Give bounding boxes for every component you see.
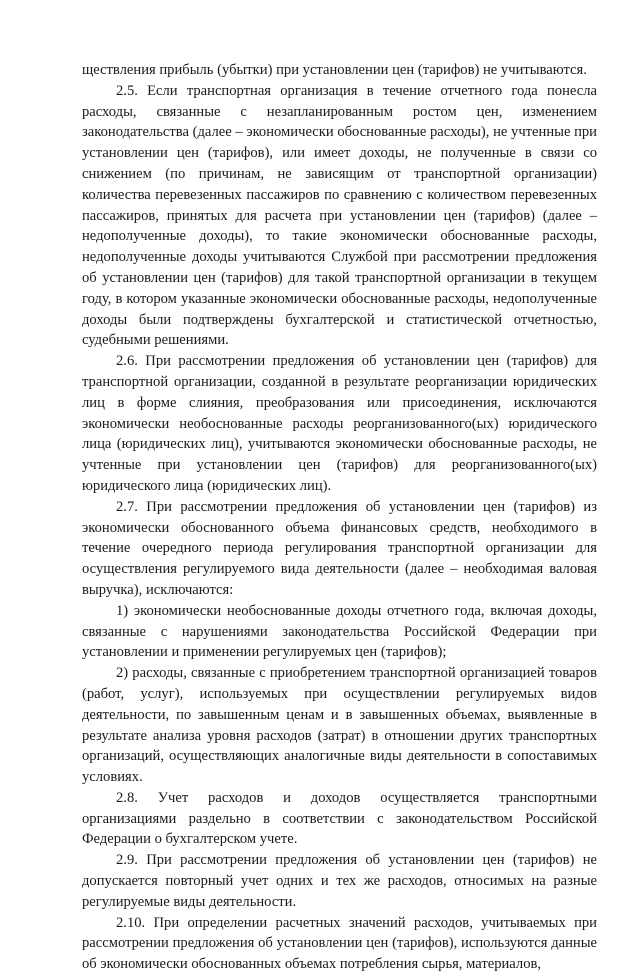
paragraph-2-5: 2.5. Если транспортная организация в течение отчетного года понесла расходы, связанные с незапланированным ростом цен, изменением законодательства (далее – экономически обоснованные расходы), не учтенные при установлении цен (тарифов), или имеет доходы, не полученные в связи со снижением (по причинам, не зависящим от транспортной организации) количества перевезенных пассажиров по сравнению с количеством перевезенных пассажиров, принятых для расчета при установлении цен (тарифов) (далее – недополученные доходы), то такие экономически обоснованные расходы, недополученные доходы учитываются Службой при рассмотрении предложения об установлении цен (тарифов) для такой транспортной организации в текущем году, в котором указанные экономически обоснованные расходы, недополученные доходы были подтверждены бухгалтерской и статистической отчетностью, судебными решениями. [82, 82, 597, 349]
paragraph-2-9: 2.9. При рассмотрении предложения об установлении цен (тарифов) не допускается повторный учет одних и тех же расходов, относимых на разные регулируемые виды деятельности. [82, 852, 597, 910]
document-body [82, 60, 597, 975]
paragraph-2-8: 2.8. Учет расходов и доходов осуществляется транспортными организациями раздельно в соответствии с законодательством Российской Федерации о бухгалтерском учете. [82, 789, 597, 848]
paragraph-2-10: 2.10. При определении расчетных значений расходов, учитываемых при рассмотрении предложения об установлении цен (тарифов), используются данные об экономически обоснованных объемах потребления сырья, материалов, [82, 914, 597, 973]
list-item-1: 1) экономически необоснованные доходы отчетного года, включая доходы, связанные с нарушениями законодательства Российской Федерации при установлении и применении регулируемых цен (тарифов); [82, 602, 597, 661]
list-item-2: 2) расходы, связанные с приобретением транспортной организацией товаров (работ, услуг), используемых при осуществлении регулируемых видов деятельности, по завышенным ценам и в завышенных объемах, выявленные в результате анализа уровня расходов (затрат) в отношении других транспортных организаций, осуществляющих аналогичные виды деятельности в сопоставимых условиях. [82, 665, 597, 786]
paragraph-continuation: ществления прибыль (убытки) при установлении цен (тарифов) не учитываются. [82, 62, 587, 78]
paragraph-2-6: 2.6. При рассмотрении предложения об установлении цен (тарифов) для транспортной организации, созданной в результате реорганизации юридических лиц в форме слияния, преобразования или присоединения, исключаются экономически необоснованные расходы реорганизованного(ых) юридического лица (юридических лиц), учитываются экономически обоснованные расходы, не учтенные при установлении цен (тарифов) для реорганизованного(ых) юридического лица (юридических лиц). [82, 353, 597, 494]
paragraph-2-7: 2.7. При рассмотрении предложения об установлении цен (тарифов) из экономически обоснованного объема финансовых средств, необходимого в течение очередного периода регулирования транспортной организации для осуществления регулируемого вида деятельности (далее – необходимая валовая выручка), исключаются: [82, 498, 597, 598]
